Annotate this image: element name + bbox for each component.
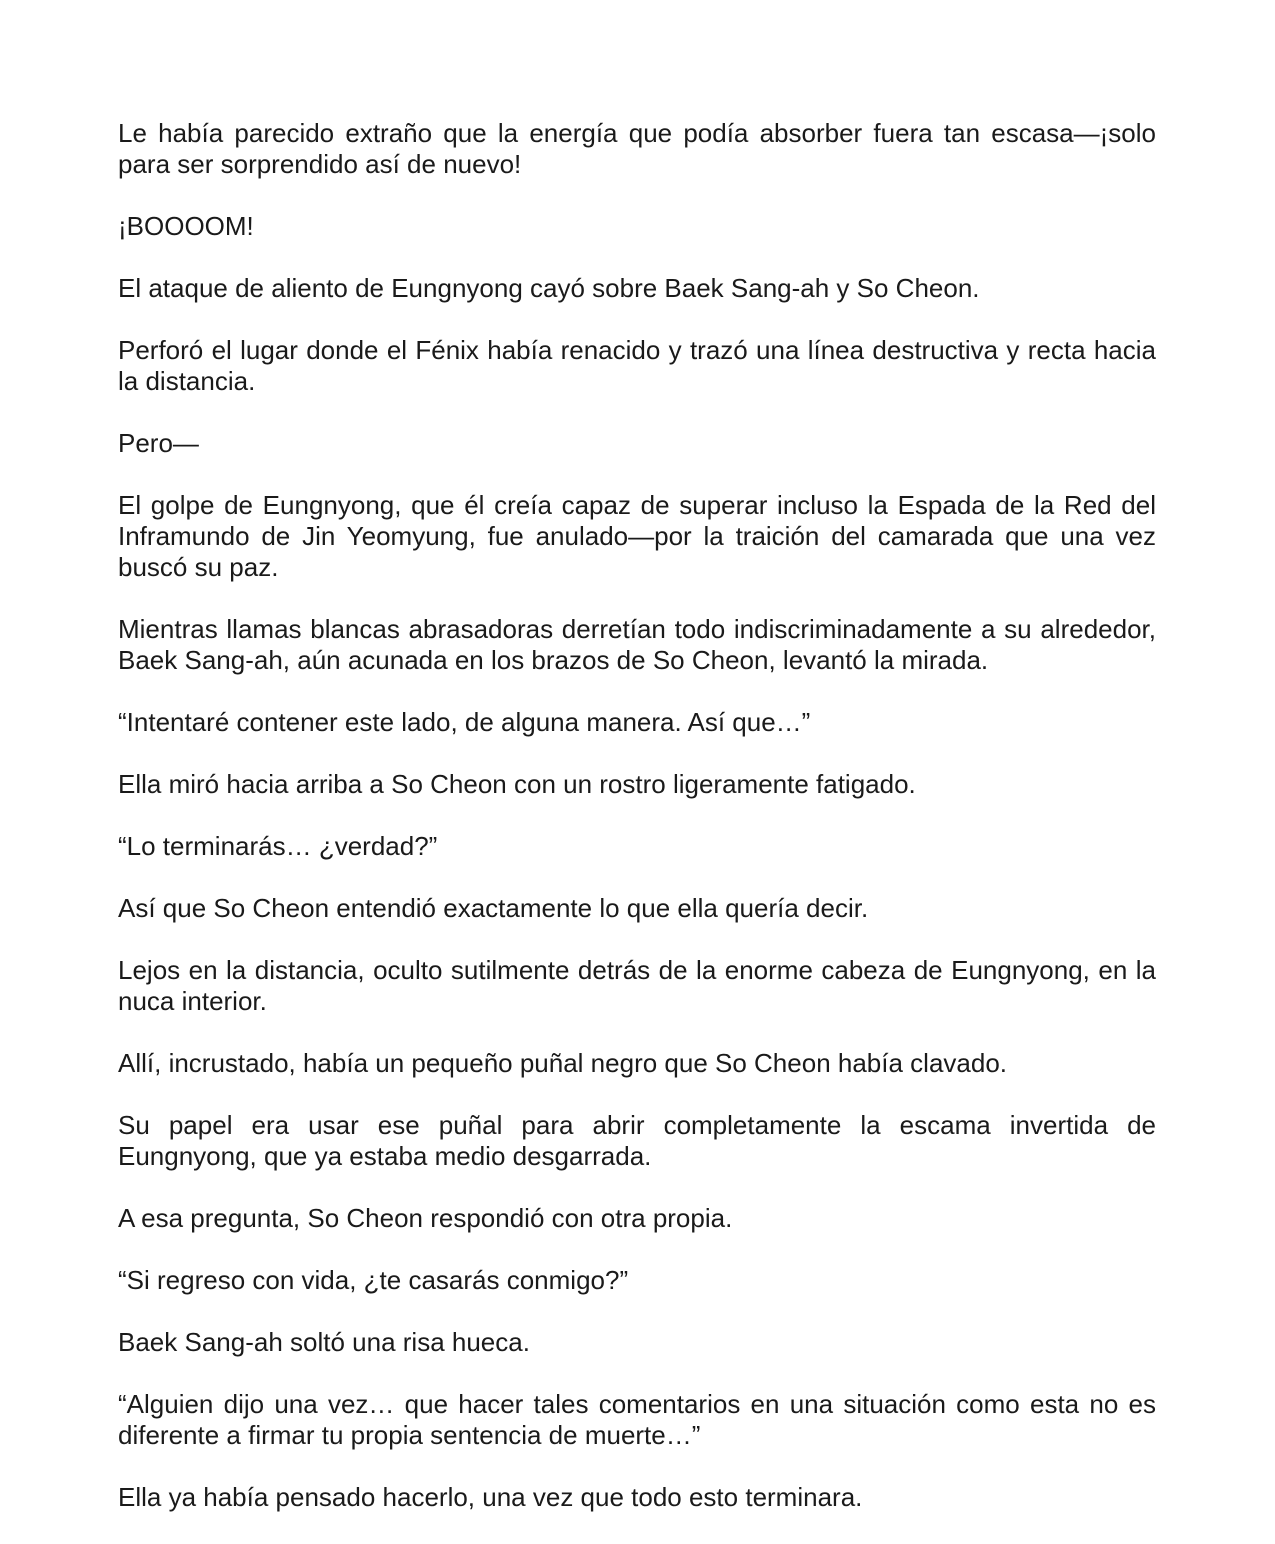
paragraph-4: Perforó el lugar donde el Fénix había renacido y trazó una línea destructiva y recta hacia la distancia. (118, 335, 1156, 396)
paragraph-14: Su papel era usar ese puñal para abrir completamente la escama invertida de Eungnyong, que ya estaba medio desgarrada. (118, 1110, 1156, 1171)
paragraph-6: El golpe de Eungnyong, que él creía capaz de superar incluso la Espada de la Red del Inframundo de Jin Yeomyung, fue anulado—por la traición del camarada que una vez buscó su paz. (118, 490, 1156, 582)
paragraph-13: Allí, incrustado, había un pequeño puñal negro que So Cheon había clavado. (118, 1048, 1008, 1078)
paragraph-9: Ella miró hacia arriba a So Cheon con un rostro ligeramente fatigado. (118, 769, 916, 799)
paragraph-10: “Lo terminarás… ¿verdad?” (118, 831, 438, 861)
paragraph-1: Le había parecido extraño que la energía que podía absorber fuera tan escasa—¡solo para ser sorprendido así de nuevo! (118, 118, 1156, 179)
paragraph-18: “Alguien dijo una vez… que hacer tales comentarios en una situación como esta no es diferente a firmar tu propia sentencia de muerte…” (118, 1389, 1156, 1450)
paragraph-3: El ataque de aliento de Eungnyong cayó sobre Baek Sang-ah y So Cheon. (118, 273, 980, 303)
paragraph-17: Baek Sang-ah soltó una risa hueca. (118, 1327, 530, 1357)
paragraph-15: A esa pregunta, So Cheon respondió con otra propia. (118, 1203, 733, 1233)
paragraph-11: Así que So Cheon entendió exactamente lo que ella quería decir. (118, 893, 869, 923)
paragraph-7: Mientras llamas blancas abrasadoras derretían todo indiscriminadamente a su alrededor, Baek Sang-ah, aún acunada en los brazos de So Cheon, levantó la mirada. (118, 614, 1156, 675)
paragraph-12: Lejos en la distancia, oculto sutilmente detrás de la enorme cabeza de Eungnyong, en la nuca interior. (118, 955, 1156, 1016)
paragraph-8: “Intentaré contener este lado, de alguna manera. Así que…” (118, 707, 811, 737)
paragraph-16: “Si regreso con vida, ¿te casarás conmigo?” (118, 1265, 629, 1295)
document-page (118, 118, 1156, 1544)
paragraph-5: Pero— (118, 428, 199, 458)
paragraph-19: Ella ya había pensado hacerlo, una vez que todo esto terminara. (118, 1482, 863, 1512)
paragraph-2: ¡BOOOOM! (118, 211, 254, 241)
